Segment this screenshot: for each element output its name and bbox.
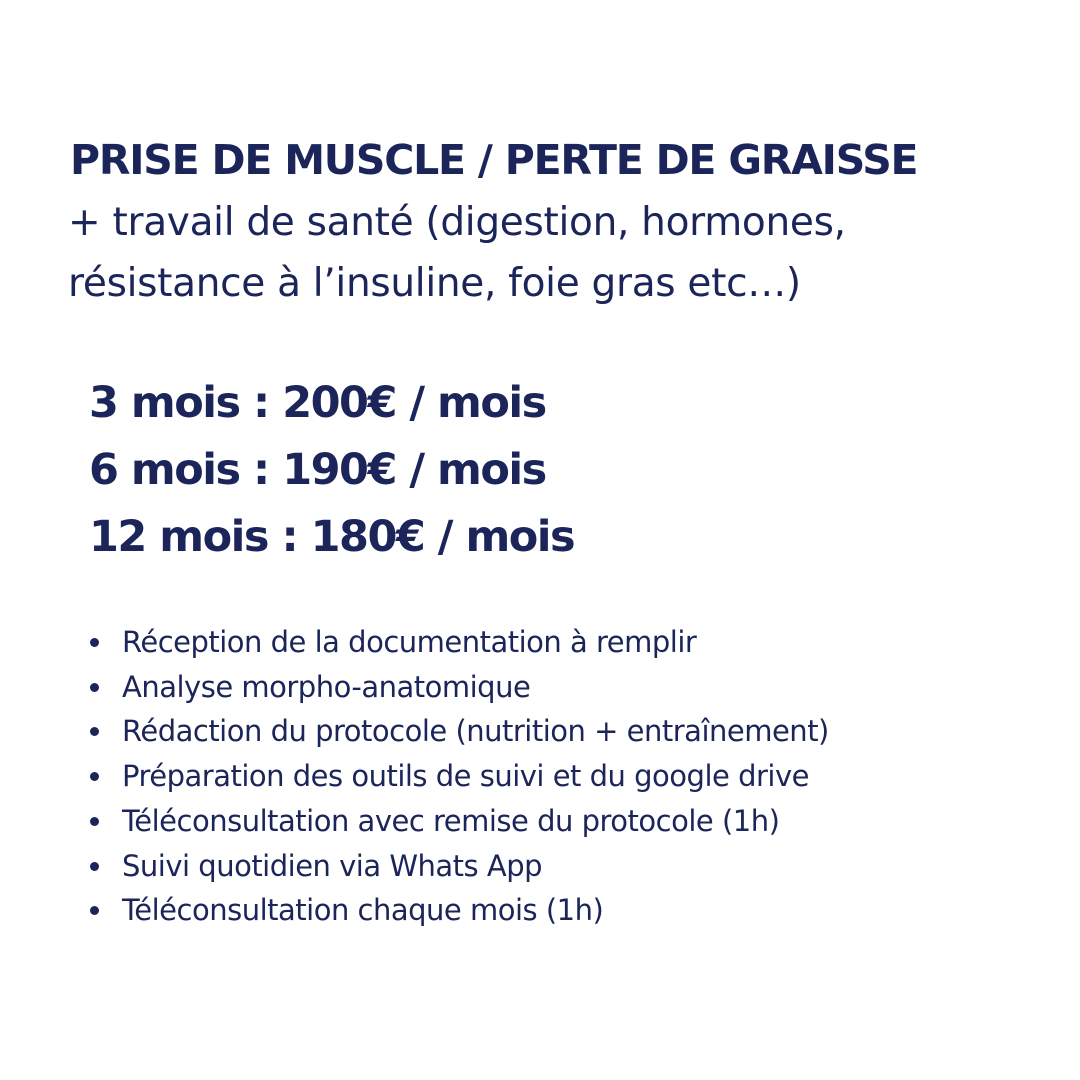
- feature-item: [86, 799, 986, 844]
- feature-item: [86, 620, 986, 665]
- offer-subtitle: [68, 192, 1028, 314]
- feature-label: Analyse morpho-anatomique: [122, 669, 531, 704]
- feature-label: Préparation des outils de suivi et du google drive: [122, 759, 809, 794]
- bullet-dot-icon: [90, 906, 99, 915]
- bullet-dot-icon: [90, 727, 99, 736]
- feature-item: [86, 888, 986, 933]
- bullet-dot-icon: [90, 683, 99, 692]
- feature-label: Téléconsultation avec remise du protocole (1h): [122, 803, 780, 838]
- feature-label: Suivi quotidien via Whats App: [122, 848, 543, 883]
- subtitle-line: résistance à l’insuline, foie gras etc…): [68, 261, 801, 306]
- feature-label: Rédaction du protocole (nutrition + entraînement): [122, 714, 829, 749]
- bullet-dot-icon: [90, 638, 99, 647]
- offer-title: PRISE DE MUSCLE / PERTE DE GRAISSE: [70, 136, 918, 184]
- subtitle-line: + travail de santé (digestion, hormones,: [68, 200, 846, 245]
- bullet-dot-icon: [90, 862, 99, 871]
- feature-item: [86, 754, 986, 799]
- price-line-12-months: 12 mois : 180€ / mois: [89, 512, 575, 562]
- bullet-dot-icon: [90, 772, 99, 781]
- feature-list: [86, 620, 986, 933]
- feature-item: [86, 709, 986, 754]
- feature-item: [86, 844, 986, 889]
- bullet-dot-icon: [90, 817, 99, 826]
- feature-label: Téléconsultation chaque mois (1h): [122, 893, 604, 928]
- pricing-list: [89, 370, 789, 571]
- feature-label: Réception de la documentation à remplir: [122, 625, 697, 659]
- price-line-6-months: 6 mois : 190€ / mois: [89, 445, 546, 495]
- feature-item: [86, 665, 986, 710]
- price-line-3-months: 3 mois : 200€ / mois: [89, 378, 546, 428]
